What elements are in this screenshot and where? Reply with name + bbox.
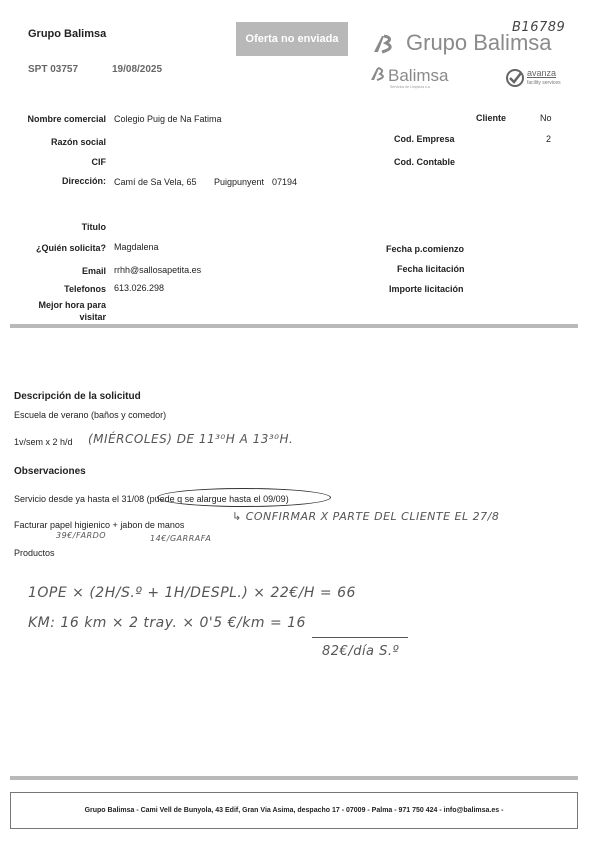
razon-label: Razón social: [50, 137, 106, 147]
price-garrafa-handwritten: 14€/GARRAFA: [150, 534, 212, 543]
calc-total: 82€/día S.º: [322, 644, 400, 659]
productos-label: Productos: [14, 548, 55, 558]
direccion-label: Dirección:: [61, 176, 106, 186]
quien-label: ¿Quién solicita?: [35, 243, 106, 253]
telefonos-value: 613.026.298: [114, 283, 165, 293]
logo-sub1-small: Servicios de Limpieza s.a.: [390, 85, 431, 89]
direccion-value: Camí de Sa Vela, 65: [114, 177, 197, 187]
cod-empresa-value: 2: [546, 134, 552, 144]
titulo-label: Titulo: [81, 222, 106, 232]
calc-total-line: [312, 637, 408, 638]
mejor-hora-label-2: visitar: [79, 312, 106, 322]
handwritten-ref: B16789: [512, 20, 566, 35]
avanza-check-icon: [505, 68, 525, 88]
status-badge: Oferta no enviada: [236, 22, 348, 56]
balimsa-logo: [368, 66, 388, 86]
logo-sub2-small: facility services: [527, 80, 561, 86]
balimsa-small-mark-icon: [368, 66, 388, 84]
divider-bottom: [10, 776, 578, 780]
document-date: 19/08/2025: [112, 64, 163, 75]
quien-value: Magdalena: [114, 242, 159, 252]
price-fardo-handwritten: 39€/FARDO: [56, 531, 107, 540]
cliente-label: Cliente: [476, 113, 507, 123]
nombre-value: Colegio Puig de Na Fatima: [114, 114, 222, 124]
observaciones-title: Observaciones: [14, 466, 86, 477]
footer: [10, 792, 578, 829]
email-label: Email: [81, 266, 106, 276]
calc-line1: 1OPE × (2H/S.º + 1H/DESPL.) × 22€/H = 66: [28, 585, 356, 601]
cliente-value: No: [540, 113, 552, 123]
logo-main-text: Grupo Balimsa: [406, 30, 552, 55]
telefonos-label: Telefonos: [64, 284, 106, 294]
observaciones-line1: Servicio desde ya hasta el 31/08 (puede q se alargue hasta el 09/09): [14, 494, 289, 504]
direccion-cp: 07194: [272, 177, 298, 187]
cod-contable-label: Cod. Contable: [394, 157, 455, 167]
email-value: rrhh@sallosapetita.es: [114, 265, 202, 275]
logo-sub2-text: avanza: [527, 68, 557, 78]
importe-label: Importe licitación: [389, 284, 464, 294]
logo-sub1-text: Balimsa: [388, 66, 449, 85]
solicitud-title: Descripción de la solicitud: [14, 391, 141, 402]
observaciones-handwritten-note: ↳ CONFIRMAR X PARTE DEL CLIENTE EL 27/8: [232, 510, 500, 523]
observaciones-line2: Facturar papel higienico + jabon de manos: [14, 520, 185, 530]
cif-label: CIF: [91, 157, 106, 167]
mejor-hora-label-1: Mejor hora para: [38, 300, 106, 310]
document-ref: SPT 03757: [28, 64, 79, 75]
nombre-label: Nombre comercial: [27, 114, 106, 124]
grupo-balimsa-logo: [370, 32, 398, 60]
divider-top: [10, 324, 578, 328]
solicitud-line1: Escuela de verano (baños y comedor): [14, 410, 167, 420]
handwritten-oval: [157, 488, 331, 507]
avanza-logo: [505, 68, 525, 90]
cod-empresa-label: Cod. Empresa: [394, 134, 455, 144]
company-name: Grupo Balimsa: [28, 28, 107, 40]
calc-line2: KM: 16 km × 2 tray. × 0'5 €/km = 16: [28, 615, 306, 631]
fecha-licitacion-label: Fecha licitación: [397, 264, 465, 274]
balimsa-mark-icon: [370, 32, 398, 58]
footer-text: Grupo Balimsa - Cami Vell de Bunyola, 43 Edif, Gran Via Asima, despacho 17 - 07009 - Palma - 971 750 424 - info@balimsa.es -: [84, 807, 504, 814]
direccion-city: Puigpunyent: [214, 177, 265, 187]
solicitud-line2: 1v/sem x 2 h/d: [14, 437, 73, 447]
solicitud-handwritten: (MIÉRCOLES) DE 11³⁰H A 13³⁰H.: [88, 432, 294, 446]
fecha-comienzo-label: Fecha p.comienzo: [386, 244, 465, 254]
